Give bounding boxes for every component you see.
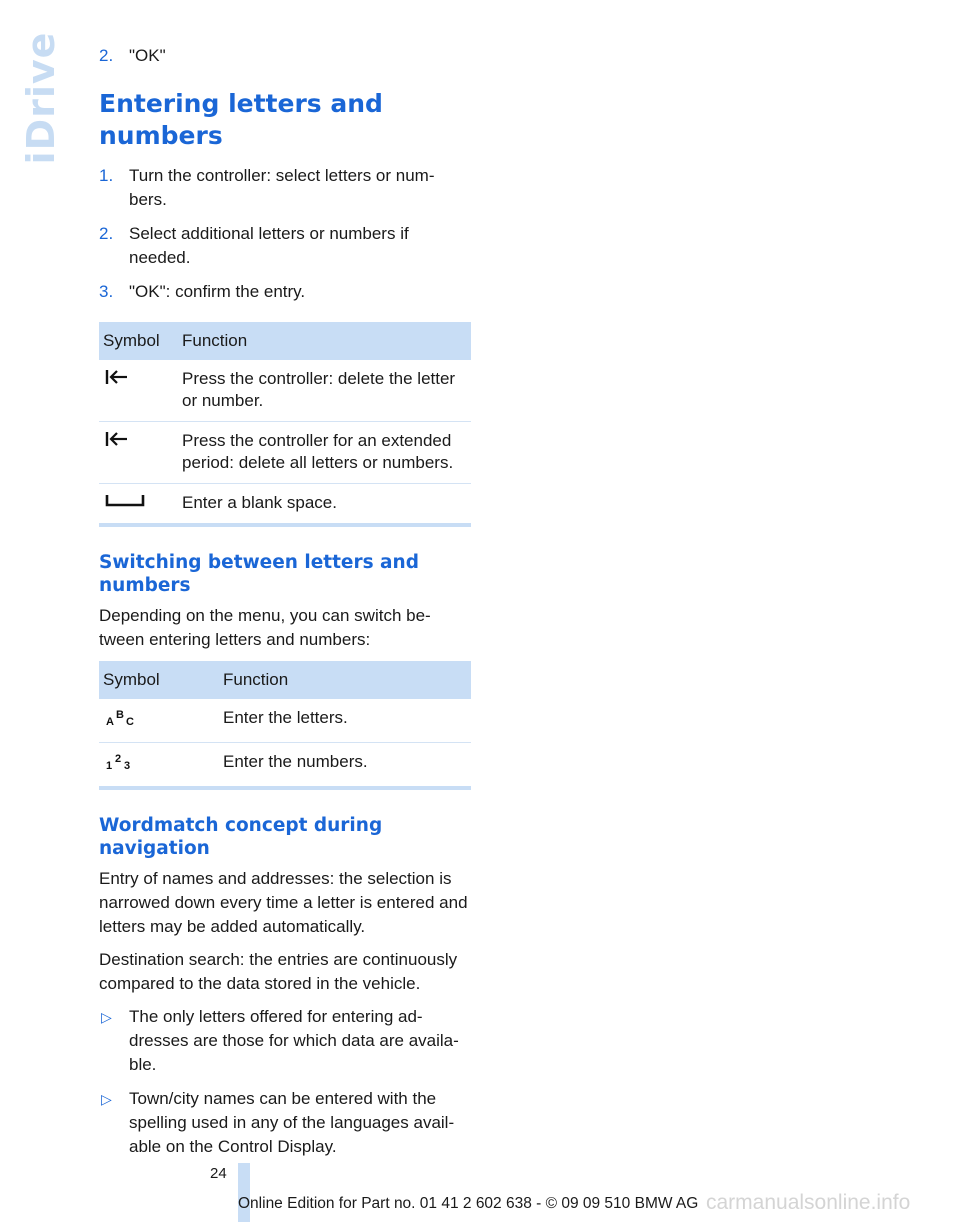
list-item xyxy=(99,222,471,270)
table-header-row xyxy=(99,322,471,360)
svg-text:C: C xyxy=(126,716,134,727)
svg-text:2: 2 xyxy=(115,753,122,765)
heading-entering: Entering letters and numbers xyxy=(99,89,383,150)
list-text: "OK": confirm the entry. xyxy=(129,282,306,301)
abc-icon xyxy=(103,707,139,733)
list-number: 3. xyxy=(99,282,114,301)
footer-bar xyxy=(238,1163,250,1222)
list-text: "OK" xyxy=(129,46,166,65)
symbol-table-switch xyxy=(99,661,471,786)
table-row xyxy=(99,743,471,787)
bullet-item xyxy=(99,1087,471,1159)
123-icon xyxy=(103,751,139,777)
svg-text:A: A xyxy=(106,716,114,727)
bullet-text: The only letters offered for entering ad-dresses are those for which data are availa-ble. xyxy=(129,1007,459,1074)
svg-text:1: 1 xyxy=(106,760,113,771)
main-column xyxy=(99,44,471,1169)
heading-switching: Switching between letters and numbers xyxy=(99,552,419,596)
table-cell-function: Press the controller: delete the letter or number. xyxy=(178,360,471,422)
table-end-rule xyxy=(99,523,471,527)
side-tab-label: iDrive xyxy=(19,31,63,165)
list-text: Select additional letters or numbers if needed. xyxy=(129,224,409,267)
delete-back-icon xyxy=(103,368,129,392)
list-number: 1. xyxy=(99,166,114,185)
bullet-text: Town/city names can be entered with the spelling used in any of the languages avail-able on the Control Display. xyxy=(129,1089,455,1156)
svg-text:3: 3 xyxy=(124,760,131,771)
side-tab xyxy=(18,31,64,165)
triangle-bullet-icon: ▷ xyxy=(101,1091,112,1107)
paragraph: Entry of names and addresses: the selection is narrowed down every time a letter is entered and letters may be added automatically. xyxy=(99,869,468,936)
list-item xyxy=(99,280,471,304)
delete-back-icon xyxy=(103,430,129,454)
table-row xyxy=(99,699,471,743)
table-row xyxy=(99,484,471,524)
table-end-rule xyxy=(99,786,471,790)
list-item xyxy=(99,164,471,212)
table-cell-function: Enter the letters. xyxy=(219,699,471,743)
table-row xyxy=(99,360,471,422)
top-list-item xyxy=(99,44,471,68)
table-cell-function: Press the controller for an extended period: delete all letters or numbers. xyxy=(178,422,471,484)
col-function-header: Function xyxy=(178,322,471,360)
watermark: carmanualsonline.info xyxy=(706,1191,911,1214)
blank-space-icon xyxy=(103,492,145,514)
edition-line: Online Edition for Part no. 01 41 2 602 638 - © 09 09 510 BMW AG xyxy=(238,1195,699,1212)
table-cell-function: Enter a blank space. xyxy=(182,493,337,512)
symbol-table-entry xyxy=(99,322,471,523)
list-number: 2. xyxy=(99,224,114,243)
bullet-item xyxy=(99,1005,471,1077)
list-number: 2. xyxy=(99,46,114,65)
table-header-row xyxy=(99,661,471,699)
col-symbol-header: Symbol xyxy=(99,322,178,360)
table-cell-function: Enter the numbers. xyxy=(223,752,368,771)
col-symbol-header: Symbol xyxy=(99,661,219,699)
heading-wordmatch: Wordmatch concept during navigation xyxy=(99,815,383,859)
page-number: 24 xyxy=(210,1165,227,1182)
list-text: Turn the controller: select letters or num-bers. xyxy=(129,166,435,209)
table-row xyxy=(99,422,471,484)
triangle-bullet-icon: ▷ xyxy=(101,1009,112,1025)
paragraph: Destination search: the entries are continuously compared to the data stored in the vehicle. xyxy=(99,950,458,993)
svg-text:B: B xyxy=(116,709,124,721)
col-function-header: Function xyxy=(219,661,471,699)
paragraph: Depending on the menu, you can switch be-tween entering letters and numbers: xyxy=(99,606,431,649)
